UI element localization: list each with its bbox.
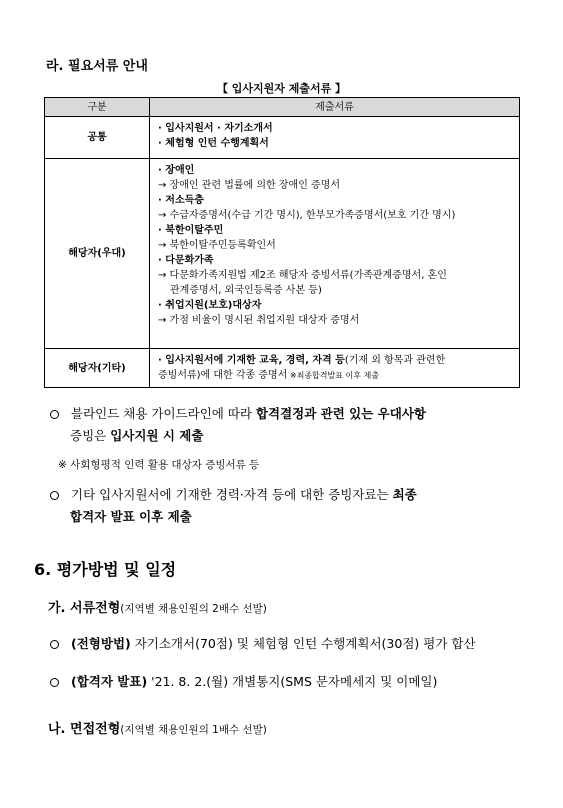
required-documents-table: [44, 97, 520, 388]
section-title: 라. 필요서류 안내: [46, 59, 148, 74]
doc-line: · 저소득층: [158, 195, 204, 206]
table-caption: 【 입사지원자 제출서류 】: [216, 82, 347, 95]
doc-line-bold: · 입사지원서에 기재한 교육, 경력, 자격 등: [158, 355, 345, 366]
row-documents: [150, 159, 520, 349]
bullet-bold-text: 합격자 발표 이후 제출: [70, 509, 192, 524]
row-category: 해당자(기타): [45, 349, 150, 388]
bullet-blind-hiring: [50, 403, 530, 447]
table-row: [45, 159, 520, 349]
bullet-text: 기타 입사지원서에 기재한 경력·자격 등에 대한 증빙자료는: [71, 487, 393, 502]
bullet-text: 블라인드 채용 가이드라인에 따라: [71, 406, 256, 421]
doc-line-note: ※최종합격발표 이후 제출: [287, 371, 379, 380]
doc-line-rest: (기재 외 항목과 관련한: [344, 355, 446, 366]
circle-bullet-icon: [50, 640, 59, 649]
subsection-note: (지역별 채용인원의 1배수 선발): [120, 724, 267, 736]
doc-line: · 장애인: [158, 165, 195, 176]
bullet-bold-text: 입사지원 시 제출: [110, 428, 204, 443]
item-text: 자기소개서(70점) 및 체험형 인턴 수행계획서(30점) 평가 합산: [130, 636, 476, 651]
item-label: (합격자 발표): [71, 674, 148, 689]
circle-bullet-icon: [50, 491, 59, 500]
row-category: 공통: [45, 117, 150, 159]
table-header-documents: 제출서류: [150, 98, 520, 117]
table-header-category: 구분: [45, 98, 150, 117]
bullet-sub-note: ※ 사회형평적 인력 활용 대상자 증빙서류 등: [58, 459, 260, 471]
doc-line: · 입사지원서 · 자기소개서: [158, 123, 273, 134]
table-row: [45, 349, 520, 388]
row-documents: [150, 117, 520, 159]
bullet-bold-text: 최종: [392, 487, 417, 502]
item-text: '21. 8. 2.(월) 개별통지(SMS 문자메세지 및 이메일): [147, 674, 438, 689]
row-category: 해당자(우대): [45, 159, 150, 349]
doc-line: → 수급자증명서(수급 기간 명시), 한부모가족증명서(보호 기간 명시): [158, 210, 456, 221]
subsection-label: 나. 면접전형: [48, 722, 121, 737]
bullet-other-documents: [50, 484, 530, 528]
evaluation-method-item: [50, 634, 476, 652]
doc-line: [158, 368, 513, 383]
subsection-interview: [48, 718, 267, 737]
doc-line: · 북한이탈주민: [158, 225, 224, 236]
doc-line: → 북한이탈주민등록확인서: [158, 240, 276, 251]
doc-line: · 취업지원(보호)대상자: [158, 300, 262, 311]
doc-line: → 가점 비율이 명시된 취업지원 대상자 증명서: [158, 315, 360, 326]
table-row: [45, 117, 520, 159]
doc-line: [158, 353, 513, 368]
section6-title: 6. 평가방법 및 일정: [34, 560, 177, 579]
circle-bullet-icon: [50, 678, 59, 687]
subsection-label: 가. 서류전형: [48, 601, 121, 616]
doc-line: → 다문화가족지원법 제2조 해당자 증빙서류(가족관계증명서, 혼인: [158, 270, 447, 281]
bullet-text: 증빙은: [70, 428, 111, 443]
bullet-bold-text: 합격결정과 관련 있는 우대사항: [255, 406, 426, 421]
table-header-row: [45, 98, 520, 117]
doc-line: 관계증명서, 외국인등록증 사본 등): [170, 285, 322, 296]
row-documents: [150, 349, 520, 388]
doc-line: · 체험형 인턴 수행계획서: [158, 138, 269, 149]
subsection-document-screening: [48, 597, 267, 616]
announcement-item: [50, 672, 437, 690]
subsection-note: (지역별 채용인원의 2배수 선발): [120, 603, 267, 615]
circle-bullet-icon: [50, 410, 59, 419]
doc-line: · 다문화가족: [158, 255, 214, 266]
doc-line-text: 증빙서류)에 대한 각종 증명서: [158, 370, 288, 381]
item-label: (전형방법): [71, 636, 131, 651]
doc-line: → 장애인 관련 법률에 의한 장애인 증명서: [158, 180, 341, 191]
